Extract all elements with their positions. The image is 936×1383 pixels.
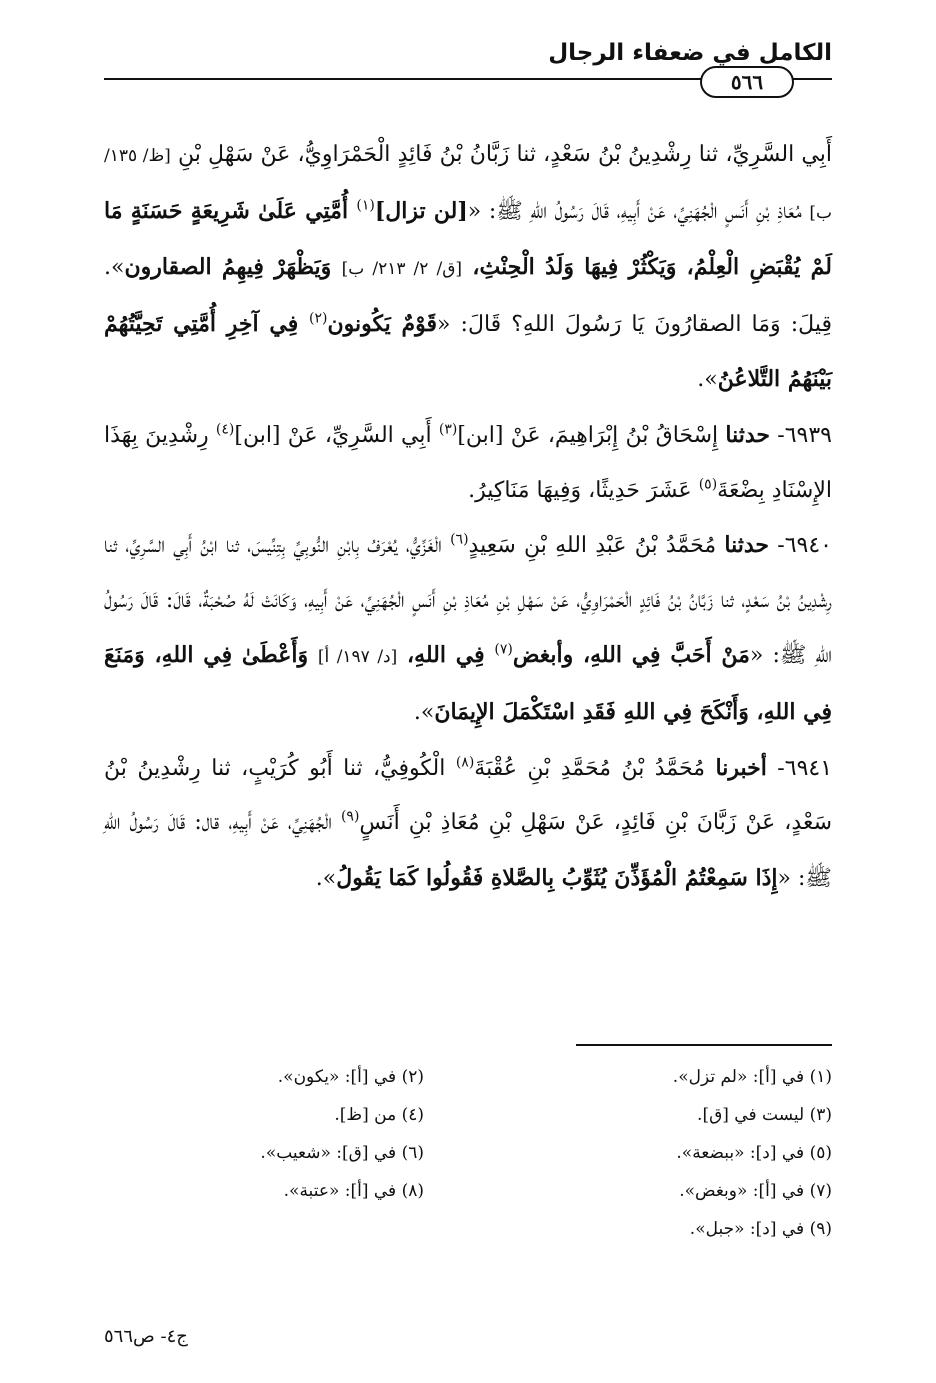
entry-lead-word: حدثنا (725, 421, 771, 448)
hadith-text: مَنْ أَحَبَّ فِي اللهِ، وأبغض (512, 642, 750, 669)
footnote-item: (٦) في [ق]: «شعيب». (260, 1143, 424, 1163)
footnote-ref-1: (١) (356, 197, 375, 214)
entry-lead-word: أخبرنا (715, 754, 767, 781)
footnote-ref-4: (٤) (215, 421, 235, 438)
text-run: ». (315, 865, 337, 891)
footnote-item: (٨) في [أ]: «عتبة». (283, 1181, 424, 1201)
footnote-ref-8: (٨) (455, 754, 475, 771)
text-run: إِسْحَاقُ بْنُ إِبْرَاهِيمَ، عَنْ [ابن] (457, 422, 726, 448)
text-run: مُحَمَّدُ بْنُ مُحَمَّدِ بْنِ عُقْبَةَ (474, 755, 716, 781)
footnote-row (104, 1058, 832, 1096)
paragraph-continuation (104, 128, 832, 408)
footnote-item: (٧) في [أ]: «وبغض». (679, 1181, 832, 1201)
manuscript-ref: [ق/ ٢/ ٢١٣/ ب] (341, 259, 463, 280)
footnotes (104, 1058, 832, 1248)
running-title: الكامل في ضعفاء الرجال (548, 40, 832, 66)
text-run: ». (697, 367, 718, 393)
footnote-row (104, 1210, 832, 1248)
text-run: أَبِي السَّرِيِّ، ثنا رِشْدِينُ بْنُ سَعْدٍ، ثنا زَبَّانُ بْنُ فَائِدٍ الْحَمْرَاوِيُّ، عَنْ سَهْلِ بْنِ (170, 142, 832, 167)
hadith-text: فِي اللهِ، (397, 642, 495, 669)
page-number-badge: ٥٦٦ (700, 66, 794, 98)
footnote-ref-6: (٦) (450, 531, 469, 548)
body-text (104, 128, 832, 906)
footnote-ref-9: (٩) (340, 808, 360, 825)
footnote-row (104, 1096, 832, 1134)
hadith-text: وَيَظْهَرْ فِيهِمُ الصقارون (124, 254, 342, 281)
footnote-item: (٣) ليست في [ق]. (697, 1105, 832, 1125)
entry-number: ٦٩٤٠- (769, 533, 832, 559)
text-run: الْجُهَنِيِّ، عَنْ أَبِيهِ، قال: قَالَ رَسُولُ اللهِ ﷺ: « (104, 810, 832, 891)
hadith-text: قَوْمٌ يَكُونون (327, 310, 437, 337)
text-run: عَشَرَ حَدِيثًا، وَفِيهَا مَنَاكِيرُ. (468, 477, 699, 503)
footnote-row (104, 1134, 832, 1172)
hadith-text: [لن تزال] (374, 197, 468, 224)
footnote-item: (٥) في [د]: «ببضعة». (676, 1143, 832, 1163)
text-run: أَبِي السَّرِيِّ، عَنْ [ابن] (234, 422, 439, 448)
footnote-ref-2: (٢) (308, 310, 328, 327)
manuscript-ref: [ظ/ ١٣٥/ ب] (104, 146, 832, 223)
entry-lead-word: حدثنا (724, 532, 770, 559)
hadith-text: وَأَعْطَىٰ فِي اللهِ، وَمَنَعَ فِي اللهِ، وَأَنْكَحَ فِي اللهِ فَقَدِ اسْتَكْمَلَ الإِيمَانَ (104, 642, 832, 725)
text-run: ». (413, 699, 435, 725)
text-run: الْغَزِّيُّ، يُعْرَفُ بِابْنِ النُّوبِيِّ بِتِنِّيسَ، ثنا ابْنُ أَبِي السَّرِيِّ، ثنا رِشْدِينُ بْنُ سَعْدٍ، ثنا زَبَّانُ بْنُ فَائِدٍ الْحَمْرَاوِيُّ، عَنْ سَهْلِ بْنِ مُعَاذِ بْنِ أَنَسٍ الْجُهَنِيِّ، عَنْ أَبِيهِ، وَكَانَتْ لَهُ صُحْبَةٌ، قَالَ: قَالَ رَسُولُ اللهِ ﷺ: « (104, 533, 832, 669)
text-run: ». قِيلَ: وَمَا الصقارُونَ يَا رَسُولَ اللهِ؟ قَالَ: « (104, 255, 832, 337)
footnote-ref-3: (٣) (438, 421, 458, 438)
footnote-ref-7: (٧) (494, 642, 513, 659)
entry-6939 (104, 408, 832, 518)
page-reference: ج٤- ص٥٦٦ (104, 1326, 188, 1347)
footnote-rule (576, 1044, 832, 1046)
entry-number: ٦٩٤١- (766, 755, 833, 781)
text-run: الْكُوفِيُّ، ثنا أَبُو كُرَيْبٍ، ثنا رِشْدِينُ بْنُ سَعْدٍ، عَنْ زَبَّانَ بْنِ فَائِدٍ، عَنْ سَهْلِ بْنِ مُعَاذِ بْنِ أَنَسٍ (104, 755, 832, 836)
hadith-text: إِذَا سَمِعْتُمُ الْمُؤَذِّنَ يُثَوِّبُ بِالصَّلاةِ فَقُولُوا كَمَا يَقُولُ (336, 864, 778, 891)
footnote-item: (١) في [أ]: «لم تزل». (672, 1067, 832, 1087)
entry-number: ٦٩٣٩- (770, 422, 832, 448)
text-run: مُحَمَّدُ بْنُ عَبْدِ اللهِ بْنِ سَعِيدٍ (468, 533, 725, 559)
footnote-item: (٢) في [أ]: «يكون». (277, 1067, 424, 1087)
hadith-text: فِي آخِرِ أُمَّتِي تَحِيَّتُهُمْ بَيْنَهُمُ التَّلاعُنُ (104, 310, 832, 393)
footnote-ref-5: (٥) (698, 476, 718, 493)
hadith-text: أُمَّتِي عَلَىٰ شَرِيعَةٍ حَسَنَةٍ مَا لَمْ يُقْبَضِ الْعِلْمُ، وَيَكْثُرْ فِيهَا وَلَدُ الْحِنْثِ، (104, 197, 832, 281)
entry-6940 (104, 518, 832, 740)
text-run: رِشْدِينَ بِهَذَا الإِسْنَادِ بِضْعَةَ (104, 422, 832, 503)
text-run: مُعَاذِ بْنِ أَنَسٍ الْجُهَنِيِّ، عَنْ أَبِيهِ، قَالَ رَسُولُ اللهِ ﷺ: « (467, 198, 810, 224)
manuscript-ref: [د/ ١٩٧/ أ] (317, 647, 398, 668)
footnote-item (104, 1210, 468, 1248)
footnote-item: (٩) في [د]: «جبل». (689, 1219, 832, 1239)
entry-6941 (104, 741, 832, 907)
footnote-item: (٤) من [ظ]. (334, 1105, 424, 1125)
footnote-row (104, 1172, 832, 1210)
